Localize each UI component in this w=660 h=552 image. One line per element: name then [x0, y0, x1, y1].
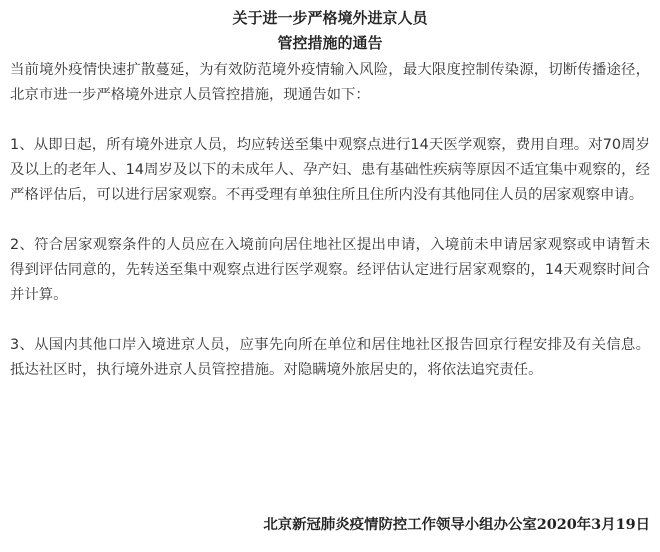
notice-intro-paragraph: 当前境外疫情快速扩散蔓延，为有效防范境外疫情输入风险，最大限度控制传染源，切断传播途径，北京市进一步严格境外进京人员管控措施，现通告如下： [10, 62, 650, 103]
notice-item-3: 3、从国内其他口岸入境进京人员，应事先向所在单位和居住地社区报告回京行程安排及有关信息。抵达社区时，执行境外进京人员管控措施。对隐瞒境外旅居史的，将依法追究责任。 [10, 337, 650, 378]
notice-item-1: 1、从即日起，所有境外进京人员，均应转送至集中观察点进行14天医学观察，费用自理。对70周岁及以上的老年人、14周岁及以下的未成年人、孕产妇、患有基础性疾病等原因不适宜集中观察的，经严格评估后，可以进行居家观察。不再受理有单独住所且住所内没有其他同住人员的居家观察申请。 [10, 137, 650, 203]
notice-title-line-2: 管控措施的通告 [277, 34, 383, 52]
notice-item-2: 2、符合居家观察条件的人员应在入境前向居住地社区提出申请，入境前未申请居家观察或申请暂未得到评估同意的，先转送至集中观察点进行医学观察。经评估认定进行居家观察的，14天观察时间合并计算。 [10, 237, 650, 303]
notice-signature: 北京新冠肺炎疫情防控工作领导小组办公室2020年3月19日 [263, 516, 650, 533]
notice-title-line-1: 关于进一步严格境外进京人员 [232, 9, 428, 27]
